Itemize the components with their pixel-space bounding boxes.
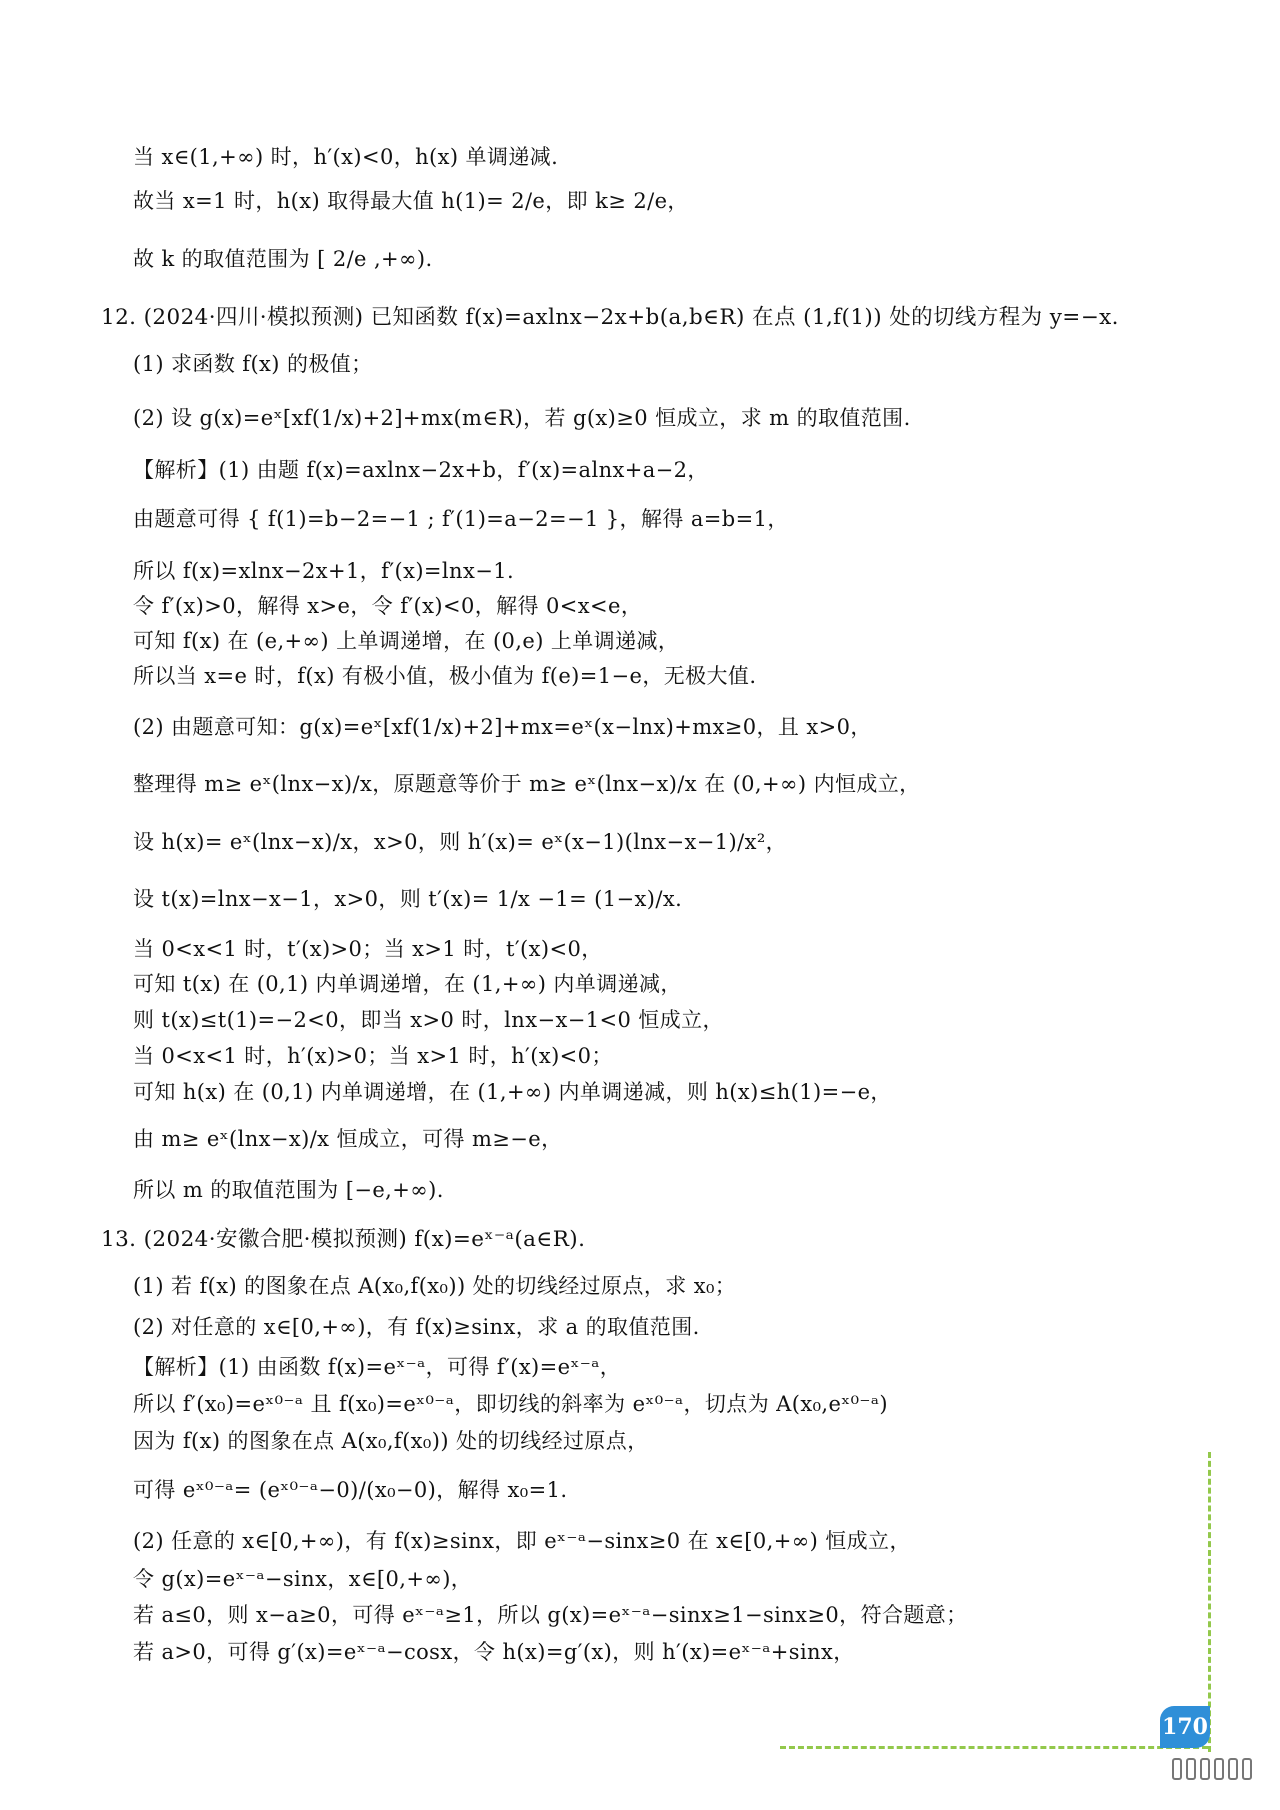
solution-heading: 【解析】(1) 由函数 f(x)=eˣ⁻ᵃ，可得 f′(x)=eˣ⁻ᵃ，: [133, 1355, 622, 1379]
text-line: 所以 f(x)=xlnx−2x+1，f′(x)=lnx−1.: [133, 559, 515, 583]
text-line: 所以当 x=e 时，f(x) 有极小值，极小值为 f(e)=1−e，无极大值.: [133, 664, 757, 688]
text-line: 可知 f(x) 在 (e,+∞) 上单调递增，在 (0,e) 上单调递减，: [133, 629, 680, 653]
text-line: 可知 h(x) 在 (0,1) 内单调递增，在 (1,+∞) 内单调递减，则 h(x)≤h(1)=−e，: [133, 1080, 892, 1104]
text-line: 所以 f′(x₀)=eˣ⁰⁻ᵃ 且 f(x₀)=eˣ⁰⁻ᵃ，即切线的斜率为 eˣ⁰⁻ᵃ，切点为 A(x₀,eˣ⁰⁻ᵃ): [133, 1392, 888, 1416]
text-line: 整理得 m≥ eˣ(lnx−x)/x，原题意等价于 m≥ eˣ(lnx−x)/x 在 (0,+∞) 内恒成立，: [133, 772, 921, 796]
page-corner-dashed-line-horizontal: [780, 1746, 1208, 1749]
text-line: 当 x∈(1,+∞) 时，h′(x)<0，h(x) 单调递减.: [133, 145, 559, 169]
text-line: 则 t(x)≤t(1)=−2<0，即当 x>0 时，lnx−x−1<0 恒成立，: [133, 1008, 724, 1032]
text-line: (1) 求函数 f(x) 的极值；: [133, 352, 373, 376]
text-line: 可得 eˣ⁰⁻ᵃ= (eˣ⁰⁻ᵃ−0)/(x₀−0)，解得 x₀=1.: [133, 1478, 568, 1502]
page-number-badge: 170: [1160, 1706, 1210, 1748]
text-line: 所以 m 的取值范围为 [−e,+∞).: [133, 1178, 444, 1202]
watermark-icon: [1172, 1758, 1276, 1786]
text-line: 由 m≥ eˣ(lnx−x)/x 恒成立，可得 m≥−e，: [133, 1127, 563, 1151]
text-line: 令 f′(x)>0，解得 x>e，令 f′(x)<0，解得 0<x<e，: [133, 594, 643, 618]
question-12-stem: 12. (2024·四川·模拟预测) 已知函数 f(x)=axlnx−2x+b(a,b∈R) 在点 (1,f(1)) 处的切线方程为 y=−x.: [101, 305, 1119, 330]
text-line: 设 h(x)= eˣ(lnx−x)/x，x>0，则 h′(x)= eˣ(x−1)(lnx−x−1)/x²，: [133, 830, 788, 854]
text-line: 设 t(x)=lnx−x−1，x>0，则 t′(x)= 1/x −1= (1−x)/x.: [133, 887, 683, 911]
text-line: (1) 若 f(x) 的图象在点 A(x₀,f(x₀)) 处的切线经过原点，求 x₀；: [133, 1274, 737, 1298]
text-line: (2) 设 g(x)=eˣ[xf(1/x)+2]+mx(m∈R)，若 g(x)≥0 恒成立，求 m 的取值范围.: [133, 406, 911, 430]
text-line: 故 k 的取值范围为 [ 2/e ,+∞).: [133, 247, 433, 271]
text-line: 若 a>0，可得 g′(x)=eˣ⁻ᵃ−cosx，令 h(x)=g′(x)，则 h′(x)=eˣ⁻ᵃ+sinx，: [133, 1640, 855, 1664]
text-line: (2) 对任意的 x∈[0,+∞)，有 f(x)≥sinx，求 a 的取值范围.: [133, 1315, 700, 1339]
text-line: 当 0<x<1 时，t′(x)>0；当 x>1 时，t′(x)<0，: [133, 937, 603, 961]
text-line: 当 0<x<1 时，h′(x)>0；当 x>1 时，h′(x)<0；: [133, 1044, 613, 1068]
solution-heading: 【解析】(1) 由题 f(x)=axlnx−2x+b，f′(x)=alnx+a−2，: [133, 458, 709, 482]
text-line: 因为 f(x) 的图象在点 A(x₀,f(x₀)) 处的切线经过原点，: [133, 1429, 649, 1453]
question-13-stem: 13. (2024·安徽合肥·模拟预测) f(x)=eˣ⁻ᵃ(a∈R).: [101, 1227, 586, 1252]
text-line: (2) 由题意可知：g(x)=eˣ[xf(1/x)+2]+mx=eˣ(x−lnx)+mx≥0，且 x>0，: [133, 715, 872, 739]
text-line: 由题意可得 { f(1)=b−2=−1 ; f′(1)=a−2=−1 }，解得 a=b=1，: [133, 507, 789, 531]
text-line: 若 a≤0，则 x−a≥0，可得 eˣ⁻ᵃ≥1，所以 g(x)=eˣ⁻ᵃ−sinx≥1−sinx≥0，符合题意；: [133, 1603, 968, 1627]
text-line: 令 g(x)=eˣ⁻ᵃ−sinx，x∈[0,+∞)，: [133, 1567, 473, 1591]
text-line: 可知 t(x) 在 (0,1) 内单调递增，在 (1,+∞) 内单调递减，: [133, 972, 682, 996]
text-line: 故当 x=1 时，h(x) 取得最大值 h(1)= 2/e，即 k≥ 2/e，: [133, 189, 689, 213]
text-line: (2) 任意的 x∈[0,+∞)，有 f(x)≥sinx，即 eˣ⁻ᵃ−sinx≥0 在 x∈[0,+∞) 恒成立，: [133, 1529, 911, 1553]
